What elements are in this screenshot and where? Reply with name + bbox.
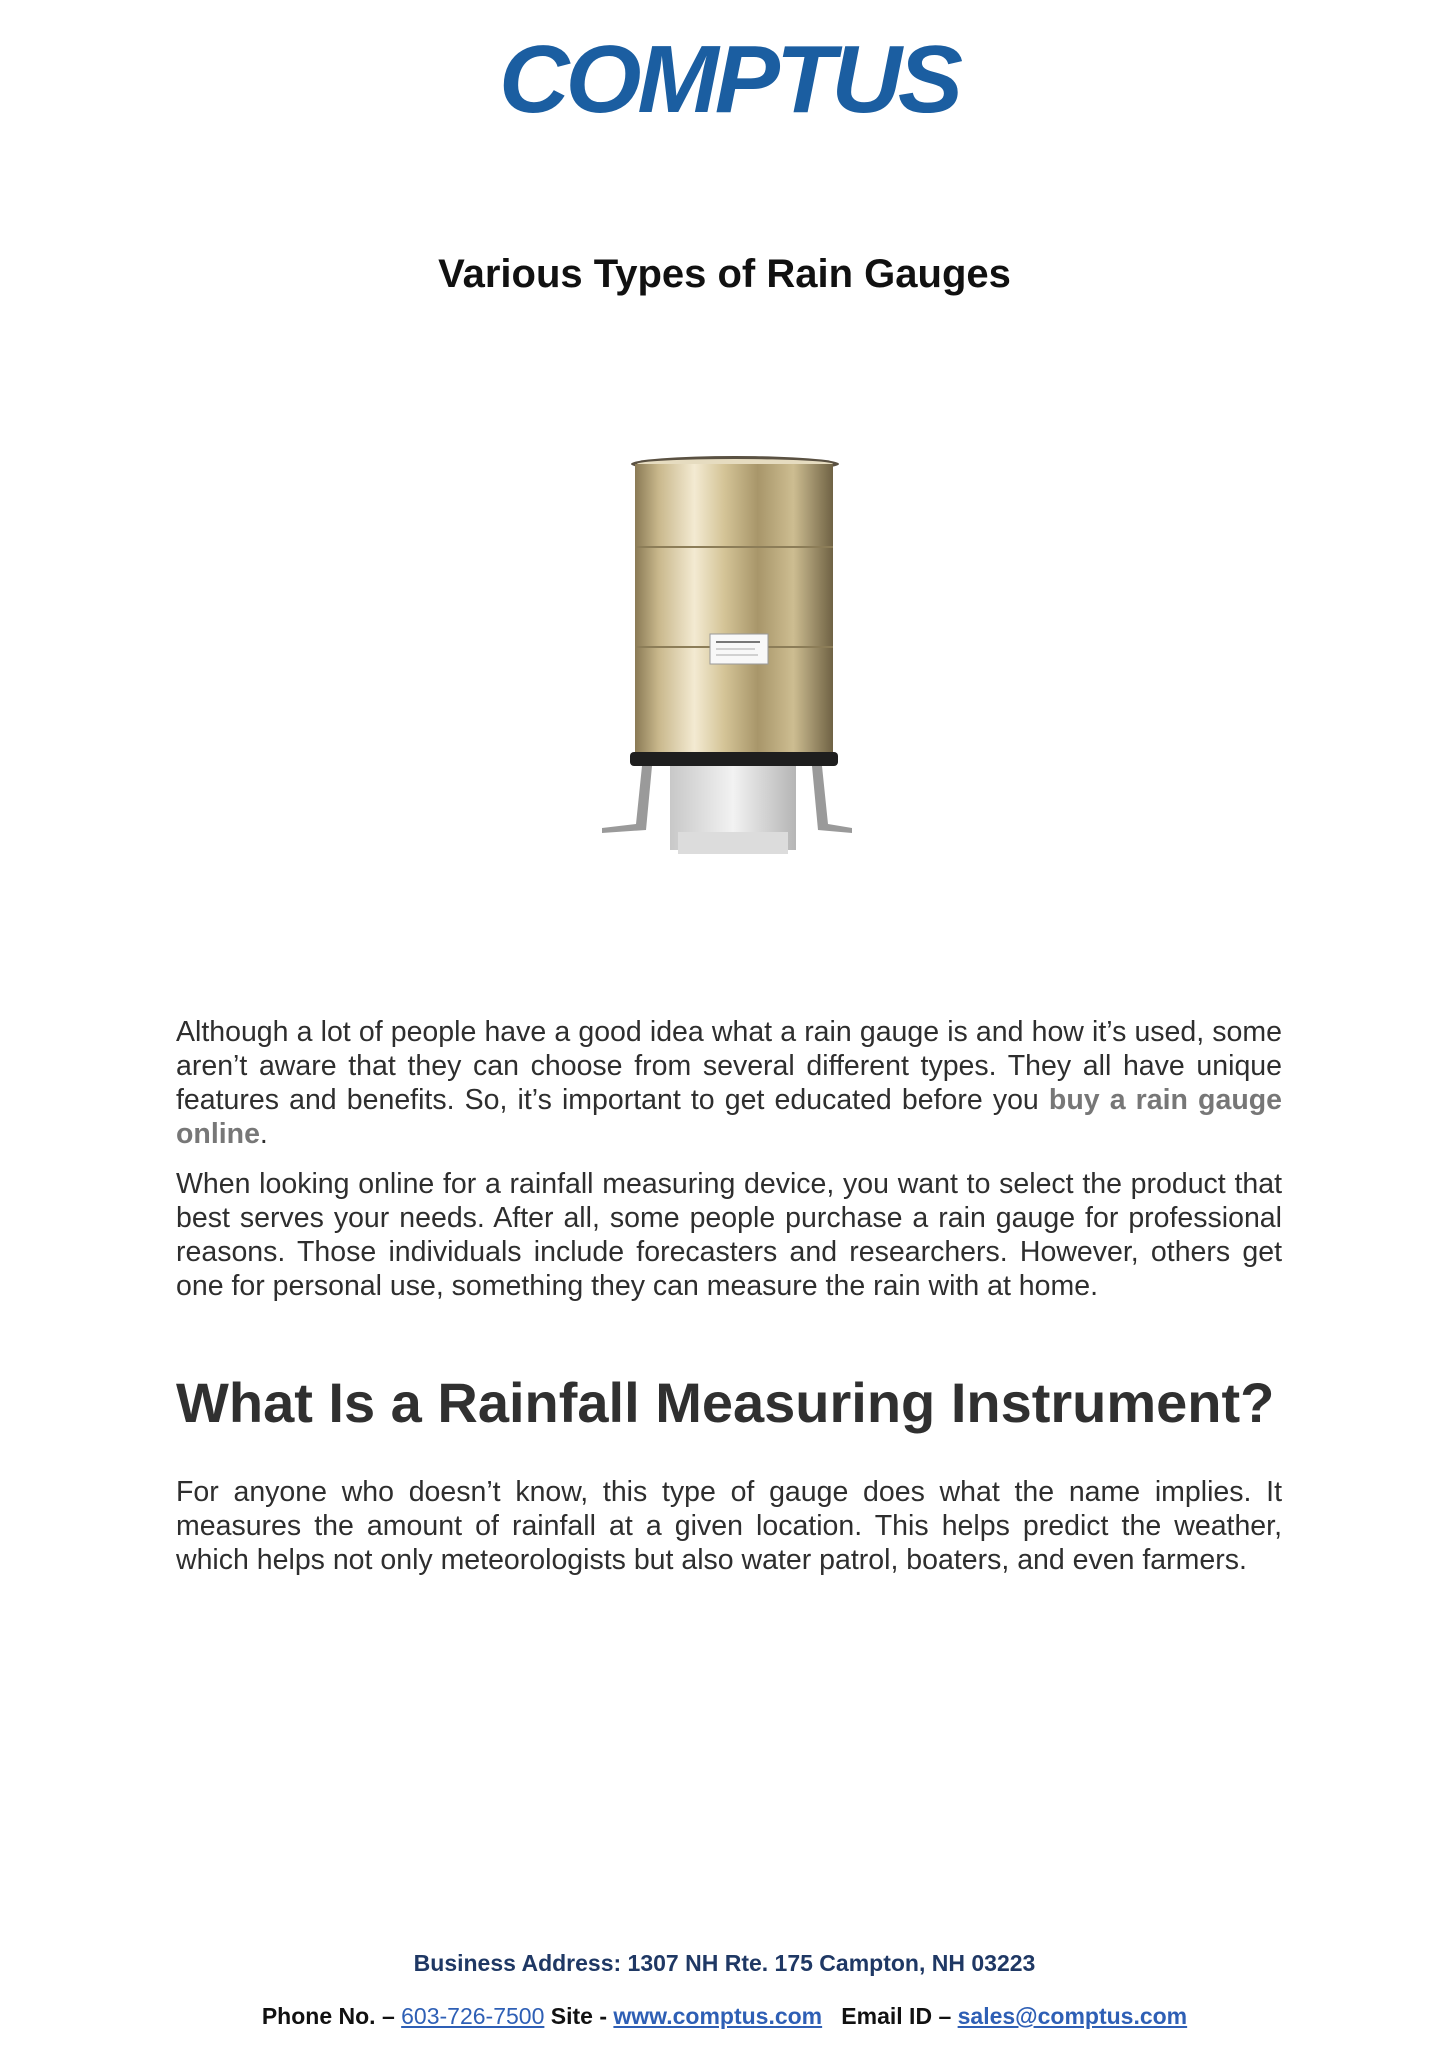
site-link[interactable]: www.comptus.com (613, 2003, 823, 2029)
section-heading: What Is a Rainfall Measuring Instrument? (176, 1371, 1275, 1434)
comptus-logo (493, 34, 965, 122)
third-paragraph: For anyone who doesn’t know, this type of gauge does what the name implies. It measures the amount of rainfall at a given location. This helps predict the weather, which helps not only meteorologists but also water patrol, boaters, and even farmers. (176, 1476, 1282, 1576)
footer-contact: Phone No. – 603-726-7500 Site - www.comptus.com Email ID – sales@comptus.com (261, 2003, 1188, 2029)
page-title: Various Types of Rain Gauges (438, 252, 1011, 296)
footer-address: Business Address: 1307 NH Rte. 175 Campton, NH 03223 (413, 1950, 1036, 1976)
second-paragraph: When looking online for a rainfall measuring device, you want to select the product that best serves your needs. After all, some people purchase a rain gauge for professional reasons. Those individuals include forecasters and researchers. However, others get one for personal use, something they can measure the rain with at home. (176, 1168, 1282, 1302)
rain-gauge-image (590, 452, 860, 882)
logo-text: COMPTUS (499, 34, 964, 122)
phone-link[interactable]: 603-726-7500 (401, 2003, 545, 2029)
email-link[interactable]: sales@comptus.com (957, 2003, 1188, 2029)
buy-rain-gauge-link[interactable]: buy a rain gauge online (176, 1084, 1282, 1150)
intro-paragraph: Although a lot of people have a good idea what a rain gauge is and how it’s used, some aren’t aware that they can choose from several different types. They all have unique features and benefits. So, it’s important to get educated before you buy a rain gauge online. (176, 1016, 1282, 1150)
